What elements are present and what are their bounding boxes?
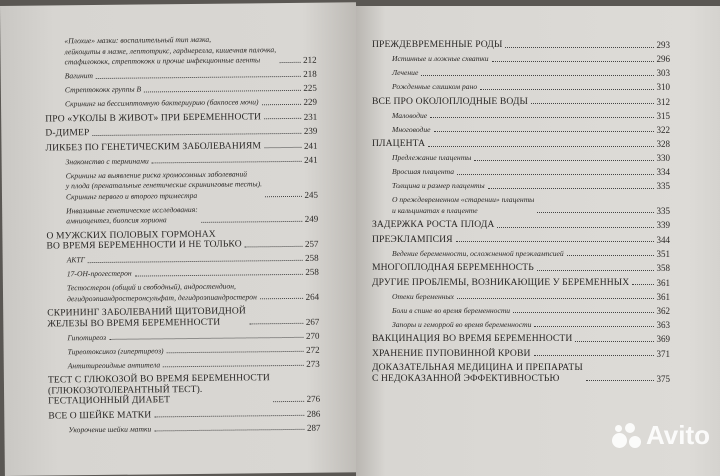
entry-page-number: 363 (656, 319, 670, 330)
entry-page-number: 303 (656, 68, 670, 78)
entry-page-number: 257 (304, 238, 319, 249)
entry-page-number: 241 (304, 154, 318, 165)
entry-title: Отеки беременных (392, 291, 455, 301)
entry-page-number: 218 (303, 68, 317, 79)
entry-page-number: 335 (656, 205, 670, 216)
entry-title: Укорочение шейки матки (68, 423, 152, 434)
entry-page-number: 245 (304, 189, 319, 200)
entry-title: ВАКЦИНАЦИЯ ВО ВРЕМЯ БЕРЕМЕННОСТИ (372, 333, 573, 344)
toc-section-entry (45, 97, 317, 110)
entry-page-number: 239 (303, 125, 318, 136)
entry-page-number: 362 (656, 305, 670, 316)
entry-title: Антитиреоидные антитела (67, 359, 161, 370)
toc-section-entry (372, 292, 670, 303)
entry-page-number: 296 (656, 54, 670, 64)
toc-chapter-entry (45, 111, 317, 124)
entry-title: Гипотиреоз (67, 332, 107, 342)
entry-page-number: 312 (656, 96, 670, 107)
entry-page-number: 286 (306, 408, 321, 419)
toc-section-entry (372, 306, 670, 317)
entry-page-number: 322 (656, 124, 670, 135)
dot-leader (88, 259, 302, 262)
dot-leader (492, 61, 654, 62)
entry-page-number: 293 (656, 40, 670, 50)
toc-chapter-entry (372, 349, 670, 360)
entry-page-number: 361 (656, 291, 670, 302)
entry-page-number: 264 (305, 291, 320, 302)
dot-leader (279, 61, 300, 62)
entry-title: ПЛАЦЕНТА (372, 138, 426, 149)
dot-leader (513, 312, 653, 313)
dot-leader (632, 284, 653, 285)
toc-section-entry (48, 344, 320, 357)
entry-page-number: 339 (656, 220, 670, 230)
dot-leader (428, 146, 653, 147)
entry-page-number: 315 (656, 110, 670, 121)
dot-leader (163, 365, 303, 367)
entry-title: Инвазивные генетические исследования: амниоцентез, биопсия хориона (66, 204, 198, 226)
entry-title: Истинные и ложные схватки (392, 54, 489, 63)
entry-title: Толщина и размер плаценты (392, 181, 485, 190)
toc-section-entry (48, 422, 320, 435)
entry-title: ДРУГИЕ ПРОБЛЕМЫ, ВОЗНИКАЮЩИЕ У БЕРЕМЕННЫХ (372, 276, 630, 288)
entry-page-number: 229 (303, 96, 318, 107)
toc-section-entry (46, 168, 318, 202)
entry-title: 17-ОН-прогестерон (66, 268, 132, 279)
toc-chapter-entry (372, 235, 670, 246)
entry-page-number: 231 (303, 111, 318, 122)
toc-section-entry (45, 83, 317, 96)
dot-leader (264, 118, 301, 119)
toc-section-entry (372, 125, 670, 136)
toc-chapter-entry (48, 373, 320, 407)
entry-title: Ведение беременности, осложненной преэклампсией (392, 248, 564, 258)
entry-page-number: 241 (303, 140, 318, 151)
dot-leader (92, 132, 300, 135)
entry-page-number: 351 (656, 248, 670, 259)
entry-title: D-ДИМЕР (45, 127, 90, 139)
dot-leader (505, 47, 653, 48)
toc-section-entry (47, 253, 319, 266)
entry-title: Многоводие (392, 124, 431, 134)
toc-section-entry (372, 167, 670, 178)
dot-leader (245, 245, 302, 247)
entry-page-number: 371 (656, 348, 670, 359)
dot-leader (457, 298, 653, 299)
toc-section-entry (372, 320, 670, 331)
toc-section-entry (44, 34, 316, 68)
entry-title: ЗАДЕРЖКА РОСТА ПЛОДА (372, 219, 495, 230)
toc-chapter-entry (47, 306, 319, 330)
entry-page-number: 369 (656, 334, 670, 344)
entry-title: АКТГ (66, 255, 85, 265)
entry-title: Тестостерон (общий и свободный), андростендион, дегидроэпиандростеронсульфат, дегидроэпиандростерон (66, 281, 257, 303)
toc-section-entry (372, 82, 670, 93)
entry-title: Вагинит (64, 71, 94, 81)
dot-leader (531, 103, 654, 104)
dot-leader (144, 89, 300, 92)
entry-title: Скрининг на бессимптомную бактериурию (бакпосев мочи) (64, 97, 259, 109)
entry-title: ПРЕЖДЕВРЕМЕННЫЕ РОДЫ (372, 39, 503, 50)
toc-chapter-entry (48, 408, 320, 421)
dot-leader (488, 188, 654, 189)
dot-leader (135, 273, 303, 276)
toc-section-entry (45, 69, 317, 82)
entry-title: ПРО «УКОЛЫ В ЖИВОТ» ПРИ БЕРЕМЕННОСТИ (45, 110, 262, 125)
toc-section-entry (47, 281, 319, 305)
entry-title: ТЕСТ С ГЛЮКОЗОЙ ВО ВРЕМЯ БЕРЕМЕННОСТИ (ГЛЮКОЗОТОЛЕРАНТНЫЙ ТЕСТ). ГЕСТАЦИОННЫЙ ДИАБЕТ (47, 372, 270, 407)
dot-leader (430, 117, 653, 118)
entry-title: Предлежание плаценты (392, 153, 472, 162)
dot-leader (534, 355, 654, 356)
toc-chapter-entry (372, 220, 670, 231)
dot-leader (154, 415, 303, 418)
entry-title: ДОКАЗАТЕЛЬНАЯ МЕДИЦИНА И ПРЕПАРАТЫ С НЕДОКАЗАННОЙ ЭФФЕКТИВНОСТЬЮ (372, 362, 583, 384)
entry-page-number: 225 (303, 82, 317, 93)
entry-page-number: 310 (656, 82, 670, 92)
entry-page-number: 335 (656, 181, 670, 191)
entry-title: СКРИНИНГ ЗАБОЛЕВАНИЙ ЩИТОВИДНОЙ ЖЕЛЕЗЫ ВО ВРЕМЯ БЕРЕМЕННОСТИ (47, 305, 246, 330)
dot-leader (201, 220, 302, 222)
toc-chapter-entry (45, 126, 317, 139)
toc-chapter-entry (372, 263, 670, 274)
avito-logo-icon (612, 423, 642, 449)
dot-leader (260, 298, 303, 299)
dot-leader (537, 270, 654, 271)
dot-leader (434, 131, 654, 132)
entry-title: ВСЕ О ШЕЙКЕ МАТКИ (48, 408, 152, 422)
entry-page-number: 361 (656, 277, 670, 288)
entry-title: «Плохие» мазки: воспалительный тип мазка, лейкоциты в мазке, лептотрикс, гарднерелла, кишечная палочка, стафилококк, стрептококк и прочие инфекционные агенты (64, 34, 277, 67)
dot-leader (567, 255, 654, 256)
entry-title: О МУЖСКИХ ПОЛОВЫХ ГОРМОНАХ ВО ВРЕМЯ БЕРЕМЕННОСТИ И НЕ ТОЛЬКО (46, 228, 242, 252)
toc-chapter-entry (372, 40, 670, 51)
entry-page-number: 328 (656, 139, 670, 149)
entry-page-number: 375 (656, 373, 670, 384)
toc-chapter-entry (372, 97, 670, 108)
entry-title: Стрептококк группы В (64, 84, 142, 95)
entry-title: ХРАНЕНИЕ ПУПОВИННОЙ КРОВИ (372, 347, 531, 359)
dot-leader (273, 400, 304, 401)
entry-page-number: 258 (305, 266, 319, 277)
entry-page-number: 267 (305, 316, 320, 327)
dot-leader (497, 227, 653, 228)
dot-leader (575, 341, 653, 342)
entry-title: Тиреотоксикоз (гипертиреоз) (67, 345, 164, 356)
toc-section-entry (372, 111, 670, 122)
entry-title: Скрининг на выявление риска хромосомных заболеваний у плода (пренатальные генетические скрининговые тесты). Скрининг первого и второго триместра (65, 168, 263, 201)
dot-leader (167, 351, 304, 353)
dot-leader (264, 147, 301, 148)
toc-section-entry (47, 330, 319, 343)
entry-title: О преждевременном «старении» плаценты и кальцинатах в плаценте (392, 195, 535, 215)
toc-section-entry (48, 358, 320, 371)
entry-page-number: 287 (306, 422, 321, 433)
entry-title: Рожденные слишком рано (392, 82, 478, 91)
dot-leader (534, 326, 653, 327)
entry-title: МНОГОПЛОДНАЯ БЕРЕМЕННОСТЬ (372, 262, 534, 273)
entry-page-number: 276 (306, 393, 321, 404)
dot-leader (262, 103, 301, 104)
entry-title: Маловодие (392, 110, 428, 120)
dot-leader (586, 380, 654, 381)
entry-title: ЛИКБЕЗ ПО ГЕНЕТИЧЕСКИМ ЗАБОЛЕВАНИЯМ (45, 139, 262, 154)
entry-page-number: 258 (305, 252, 319, 263)
dot-leader (96, 75, 300, 78)
avito-watermark-text: Avito (645, 420, 710, 450)
entry-page-number: 249 (304, 213, 319, 224)
right-page-contents (356, 6, 720, 476)
toc-section-entry (372, 181, 670, 192)
entry-page-number: 272 (306, 344, 320, 355)
dot-leader (109, 337, 303, 340)
toc-chapter-entry (372, 278, 670, 289)
dot-leader (154, 429, 304, 432)
dot-leader (537, 212, 653, 213)
dot-leader (152, 161, 301, 164)
entry-title: ВСЕ ПРО ОКОЛОПЛОДНЫЕ ВОДЫ (372, 95, 528, 107)
toc-section-entry (372, 153, 670, 164)
dot-leader (265, 196, 301, 197)
entry-page-number: 270 (305, 330, 320, 341)
dot-leader (249, 323, 303, 325)
toc-section-entry (46, 154, 318, 167)
toc-section-entry (372, 249, 670, 260)
dot-leader (480, 89, 653, 90)
toc-section-entry (46, 203, 318, 227)
toc-section-entry (372, 195, 670, 216)
entry-page-number: 212 (303, 54, 317, 65)
entry-title: Знакомство с терминами (65, 155, 149, 166)
toc-chapter-entry (46, 228, 318, 252)
entry-page-number: 334 (656, 167, 670, 177)
left-page-contents (0, 2, 361, 476)
entry-page-number: 273 (306, 358, 320, 369)
entry-title: ПРЕЭКЛАМПСИЯ (372, 233, 453, 245)
dot-leader (474, 160, 653, 161)
entry-page-number: 344 (656, 234, 670, 245)
dot-leader (457, 174, 653, 175)
entry-page-number: 358 (656, 263, 670, 273)
entry-title: Запоры и геморрой во время беременности (392, 319, 532, 329)
avito-watermark (612, 420, 710, 451)
toc-section-entry (372, 68, 670, 79)
toc-chapter-entry (372, 139, 670, 150)
toc-chapter-entry (372, 334, 670, 345)
toc-section-entry (47, 267, 319, 280)
entry-page-number: 330 (656, 153, 670, 163)
entry-title: Боли в спине во время беременности (392, 305, 511, 315)
toc-section-entry (372, 54, 670, 65)
entry-title: Лечение (392, 68, 419, 77)
dot-leader (421, 75, 653, 76)
dot-leader (456, 241, 654, 242)
toc-chapter-entry (372, 363, 670, 384)
entry-title: Вросшая плацента (392, 167, 455, 176)
toc-chapter-entry (45, 140, 317, 153)
